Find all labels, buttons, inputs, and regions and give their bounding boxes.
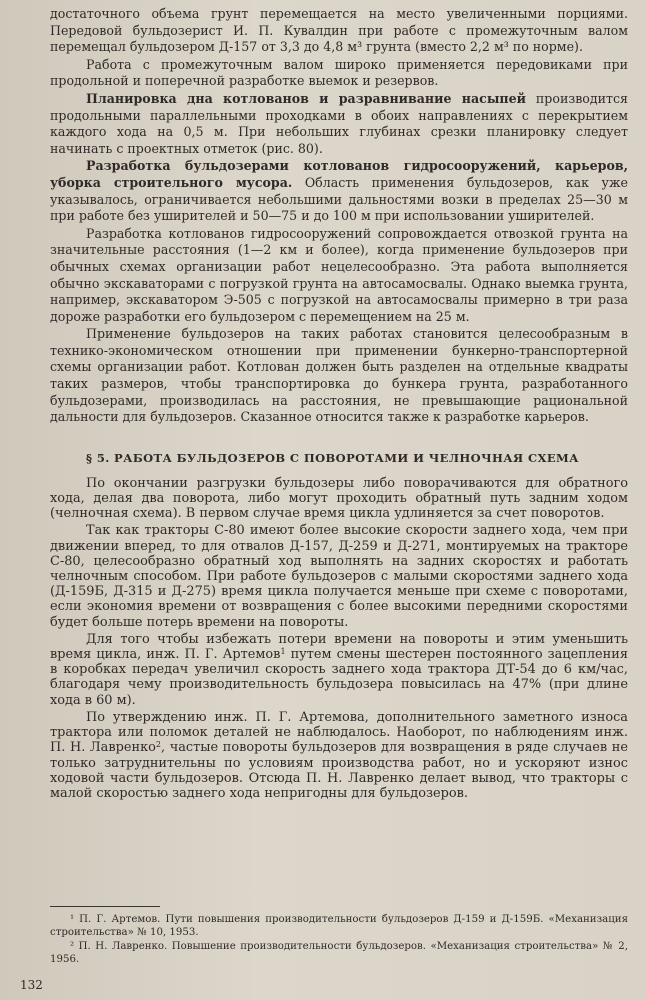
footnote: ² П. Н. Лавренко. Повышение производительности бульдозеров. «Механизация строительства» № 2, 1956. bbox=[50, 940, 628, 966]
paragraph: достаточного объема грунт перемещается на место увеличенными порциями. Передовой бульдозерист И. П. Кувалдин при работе с промежуточным валом перемещал бульдозером Д-157 от 3,3 до 4,8 м³ грунта (вместо 2,2 м³ по норме). bbox=[50, 6, 628, 55]
paragraph-text: По утверждению инж. П. Г. Артемова, дополнительного заметного износа трактора или поломок деталей не наблюдалось. Наоборот, по наблюдениям инж. П. Н. Лавренко bbox=[50, 709, 628, 756]
run-in-heading: Разработка бульдозерами котлованов гидросооружений, карьеров, уборка строительного мусора. bbox=[50, 158, 628, 190]
footnote: ¹ П. Г. Артемов. Пути повышения производительности бульдозеров Д-159 и Д-159Б. «Механизация строительства» № 10, 1953. bbox=[50, 914, 628, 939]
paragraph bbox=[50, 91, 628, 157]
footnote-divider bbox=[50, 906, 160, 907]
paragraph: Разработка котлованов гидросооружений сопровождается отвозкой грунта на значительные расстояния (1—2 км и более), когда применение бульдозеров при обычных схемах организации работ нецелесообразно. Эта работа выполняется обычно экскаваторами с погрузкой грунта на автосамосвалы. Однако выемка грунта, например, экскаватором Э-505 с погрузкой на автосамосвалы примерно в три раза дороже разработки его бульдозером с перемещением на 25 м. bbox=[50, 225, 628, 324]
paragraph-text: Для того чтобы избежать потери времени на повороты и этим уменьшить время цикла, инж. П. Г. Артемов bbox=[50, 631, 628, 663]
footnote-ref: 1 bbox=[280, 647, 286, 657]
paragraph: Применение бульдозеров на таких работах становится целесообразным в технико-экономическом отношении при применении бункерно-транспортерной схемы организации работ. Котлован должен быть разделен на отдельные квадраты таких размеров, чтобы транспортировка до бункера грунта, разработанного бульдозерами, производилась на расстояния, не превышающие рациональной дальности для бульдозеров. Сказанное относится также к разработке карьеров. bbox=[50, 326, 628, 425]
paragraph: Так как тракторы С-80 имеют более высокие скорости заднего хода, чем при движении вперед, то для отвалов Д-157, Д-259 и Д-271, монтируемых на тракторе С-80, целесообразно обратный ход выполнять на задних скоростях и работать челночным способом. При работе бульдозеров с малыми скоростями заднего хода (Д-159Б, Д-315 и Д-275) время цикла получается меньше при схеме с поворотами, если экономия времени от возвращения с более высокими передними скоростями будет больше потерь времени на повороты. bbox=[50, 523, 628, 630]
section-title: § 5. РАБОТА БУЛЬДОЗЕРОВ С ПОВОРОТАМИ И ЧЕЛНОЧНАЯ СХЕМА bbox=[86, 450, 579, 465]
footnotes bbox=[50, 906, 628, 967]
footnote-ref: 2 bbox=[155, 740, 161, 750]
top-text-block bbox=[50, 6, 628, 426]
paragraph: По окончании разгрузки бульдозеры либо поворачиваются для обратного хода, делая два поворота, либо могут проходить обратный путь задним ходом (челночная схема). В первом случае время цикла удлиняется за счет поворотов. bbox=[50, 475, 628, 522]
paragraph bbox=[50, 710, 628, 801]
page-number: 132 bbox=[20, 978, 43, 992]
paragraph bbox=[50, 632, 628, 708]
run-in-heading: Планировка дна котлованов и разравнивание насыпей bbox=[86, 90, 527, 106]
paragraph-text: путем смены шестерен постоянного зацепления в коробках передач увеличил скорость заднего хода трактора ДТ-54 до 6 км/час, благодаря чему производительность бульдозера повысилась на 47% (при длине хода в 60 м). bbox=[50, 647, 628, 708]
paragraph: Работа с промежуточным валом широко применяется передовиками при продольной и поперечной разработке выемок и резервов. bbox=[50, 56, 628, 89]
paragraph-body: производится продольными параллельными проходками в обоих направлениях с перекрытием каждого хода на 0,5 м. При небольших глубинах срезки планировку следует начинать с проектных отметок (рис. 80). bbox=[50, 90, 628, 156]
paragraph bbox=[50, 158, 628, 224]
paragraph-text: , частые повороты бульдозеров для возвращения в ряде случаев не только затруднительны по условиям производства работ, но и ускоряют износ ходовой части бульдозеров. Отсюда П. Н. Лавренко делает вывод, что тракторы с малой скоростью заднего хода непригодны для бульдозеров. bbox=[50, 740, 628, 801]
section-text-block bbox=[50, 476, 628, 801]
paragraph-body: Область применения бульдозеров, как уже указывалось, ограничивается небольшими дальностями возки в пределах 25—30 м при работе без уширителей и 50—75 и до 100 м при использовании уширителей. bbox=[50, 174, 629, 224]
